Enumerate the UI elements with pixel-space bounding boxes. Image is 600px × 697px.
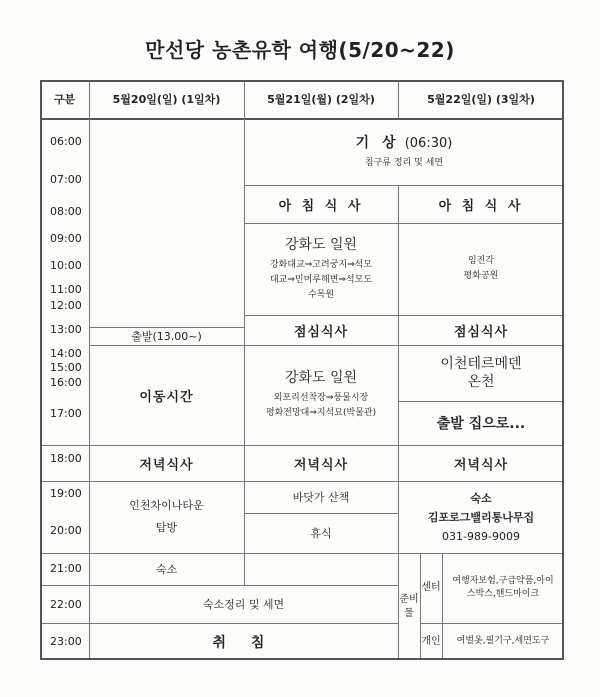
- header-day2: 5월21일(월) (2일차): [267, 93, 375, 106]
- day3-lodging-name: 김포로그밸리통나무집: [427, 510, 535, 524]
- wake-sub: 침구류 정리 및 세면: [364, 158, 444, 168]
- wake-title: 기 상: [355, 135, 400, 151]
- day1-dinner: 저녁식사: [139, 457, 194, 473]
- day2-am-title: 강화도 일원: [284, 236, 358, 253]
- day2-dinner: 저녁식사: [293, 457, 349, 473]
- day2-pm-title: 강화도 일원: [284, 370, 358, 386]
- time-label: 16:00: [50, 376, 82, 389]
- day3-lodging-phone: 031-989-9009: [442, 529, 520, 543]
- day3-dinner: 저녁식사: [453, 457, 509, 473]
- day2-lunch: 점심식사: [293, 324, 349, 340]
- time-label: 07:00: [50, 173, 82, 186]
- day1-depart: 출발(13.00~): [131, 330, 202, 343]
- time-label: 09:00: [50, 232, 82, 245]
- personal-items: 여벌옷,필기구,세면도구: [456, 636, 550, 646]
- time-label: 13:00: [50, 323, 82, 336]
- time-label: 18:00: [50, 452, 82, 465]
- day2-breakfast: 아 침 식 사: [278, 198, 364, 214]
- day3-am-line1: 임진각: [467, 256, 495, 266]
- day3-depart: 출발 집으로...: [436, 416, 526, 432]
- day2-evening2: 휴식: [310, 527, 332, 540]
- prep-label: 준비물: [399, 593, 419, 619]
- time-label: 11:00: [50, 283, 82, 296]
- table-border: [40, 80, 564, 660]
- wake-time: (06:30): [404, 136, 453, 151]
- day1-lodging: 숙소: [155, 563, 178, 576]
- night-wash: 숙소정리 및 세면: [202, 598, 285, 611]
- day2-pm-line2: 평화전망대⇒지석묘(박물관): [265, 408, 377, 418]
- time-label: 06:00: [50, 135, 82, 148]
- day1-evening-line1: 인천차이나타운: [129, 499, 204, 512]
- day2-am-line1: 강화대교⇒고려궁지⇒석모: [269, 259, 373, 270]
- day1-travel: 이동시간: [139, 389, 194, 405]
- day2-pm-line1: 외포리선착장⇒풍물시장: [273, 393, 369, 403]
- day3-pm-line1: 이천테르메덴: [440, 356, 522, 372]
- header-category: 구분: [53, 93, 76, 106]
- day2-am-line2: 대교⇒민머루해변⇒석모도: [269, 274, 373, 285]
- day3-lunch: 점심식사: [453, 324, 509, 340]
- day3-am-line2: 평화공원: [463, 271, 499, 281]
- time-label: 15:00: [50, 361, 82, 374]
- day2-evening1: 바닷가 산책: [292, 491, 350, 504]
- time-label: 10:00: [50, 259, 82, 272]
- day1-evening-line2: 탐방: [155, 521, 178, 534]
- time-label: 21:00: [50, 562, 82, 575]
- night-sleep: 취 침: [212, 634, 275, 651]
- time-label: 20:00: [50, 524, 82, 537]
- page-title: 만선당 농촌유학 여행(5/20~22): [145, 38, 455, 62]
- day2-am-line3: 수목원: [307, 289, 335, 300]
- time-label: 19:00: [50, 487, 82, 500]
- time-label: 12:00: [50, 299, 82, 312]
- personal-label: 개인: [421, 635, 441, 647]
- schedule-table: [40, 80, 564, 660]
- day3-pm-line2: 온천: [467, 374, 495, 390]
- day3-lodging-title: 숙소: [470, 491, 492, 505]
- center-items: 여행자보험,구급약품,아이스박스,핸드마이크: [452, 576, 554, 599]
- time-label: 08:00: [50, 205, 82, 218]
- header-day1: 5월20일(일) (1일차): [112, 93, 221, 106]
- time-label: 23:00: [50, 635, 82, 648]
- day3-breakfast: 아 침 식 사: [438, 198, 524, 214]
- time-label: 17:00: [50, 407, 82, 420]
- header-day3: 5월22일(일) (3일차): [427, 93, 535, 106]
- time-label: 22:00: [50, 598, 82, 611]
- time-label: 14:00: [50, 347, 82, 360]
- center-label: 센터: [421, 582, 441, 593]
